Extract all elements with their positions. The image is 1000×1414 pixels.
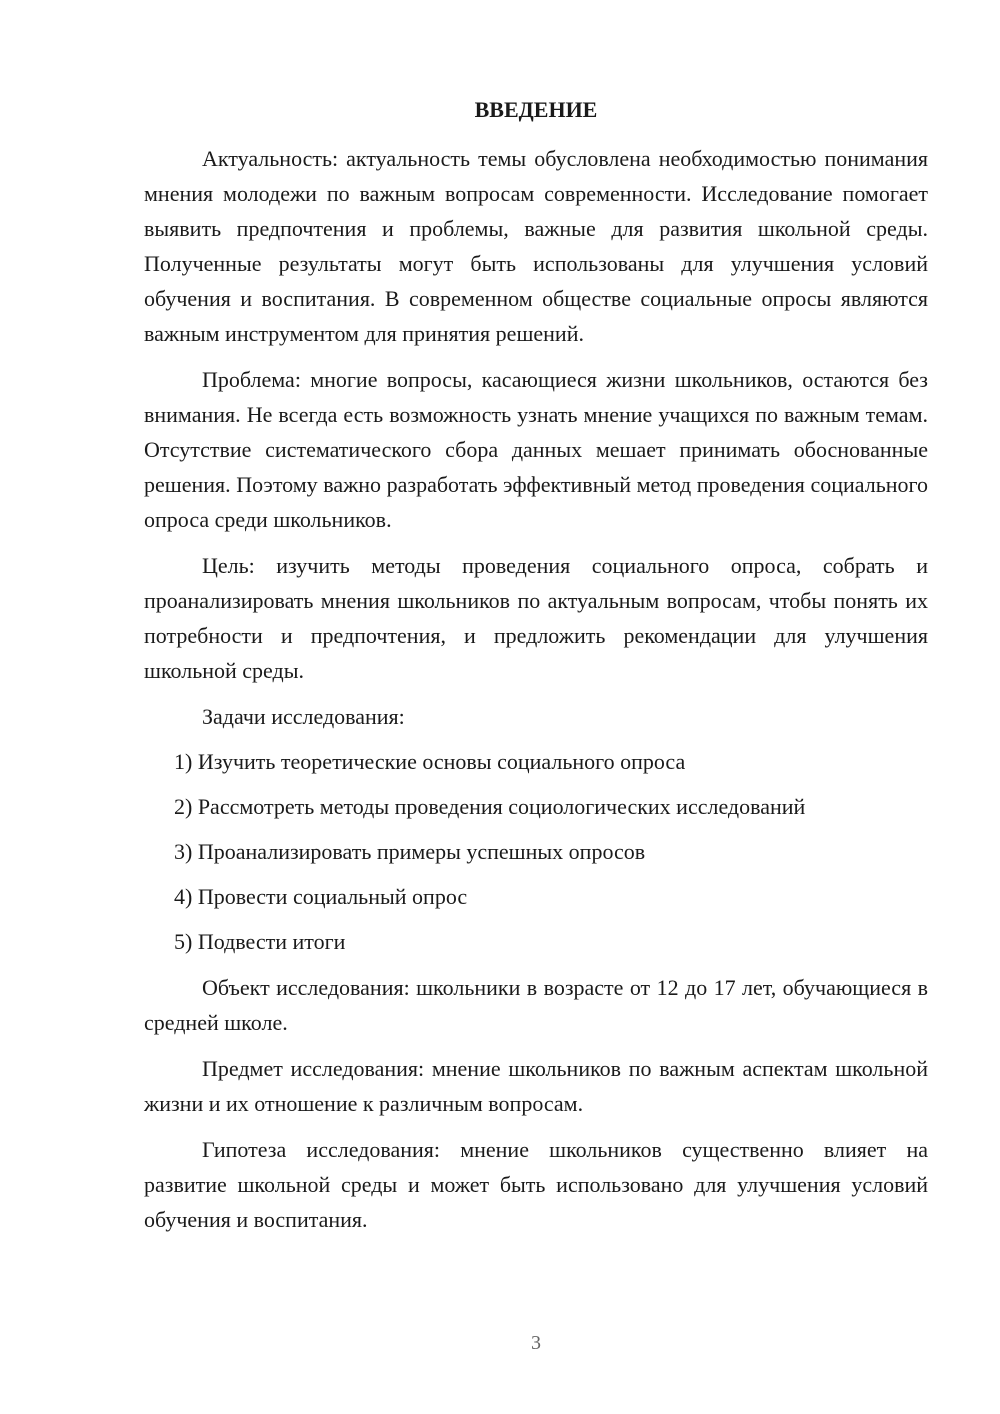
- section-heading: ВВЕДЕНИЕ: [474, 97, 598, 122]
- paragraph-object: Объект исследования: школьники в возрасте от 12 до 17 лет, обучающиеся в средней школе.: [144, 975, 928, 1035]
- paragraph-subject: Предмет исследования: мнение школьников по важным аспектам школьной жизни и их отношение к различным вопросам.: [144, 1056, 928, 1116]
- paragraph-relevance: Актуальность: актуальность темы обусловлена необходимостью понимания мнения молодежи по важным вопросам современности. Исследование помогает выявить предпочтения и проблемы, важные для развития школьной среды. Полученные результаты могут быть использованы для улучшения условий обучения и воспитания. В современном обществе социальные опросы являются важным инструментом для принятия решений.: [144, 146, 928, 346]
- task-item: 4) Провести социальный опрос: [174, 884, 468, 909]
- paragraph-problem: Проблема: многие вопросы, касающиеся жизни школьников, остаются без внимания. Не всегда есть возможность узнать мнение учащихся по важным темам. Отсутствие систематического сбора данных мешает принимать обоснованные решения. Поэтому важно разработать эффективный метод проведения социального опроса среди школьников.: [144, 367, 928, 532]
- task-item: 5) Подвести итоги: [174, 929, 346, 954]
- task-item: 1) Изучить теоретические основы социального опроса: [174, 749, 686, 774]
- document-page: [144, 92, 928, 1248]
- task-item: 3) Проанализировать примеры успешных опросов: [174, 839, 646, 864]
- task-item: 2) Рассмотреть методы проведения социологических исследований: [174, 794, 806, 819]
- paragraph-hypothesis: Гипотеза исследования: мнение школьников существенно влияет на развитие школьной среды и может быть использовано для улучшения условий обучения и воспитания.: [144, 1137, 928, 1232]
- page-number: 3: [531, 1332, 541, 1354]
- tasks-title: Задачи исследования:: [202, 704, 405, 729]
- tasks-list: [144, 744, 928, 959]
- paragraph-goal: Цель: изучить методы проведения социального опроса, собрать и проанализировать мнения школьников по актуальным вопросам, чтобы понять их потребности и предпочтения, и предложить рекомендации для улучшения школьной среды.: [144, 553, 928, 683]
